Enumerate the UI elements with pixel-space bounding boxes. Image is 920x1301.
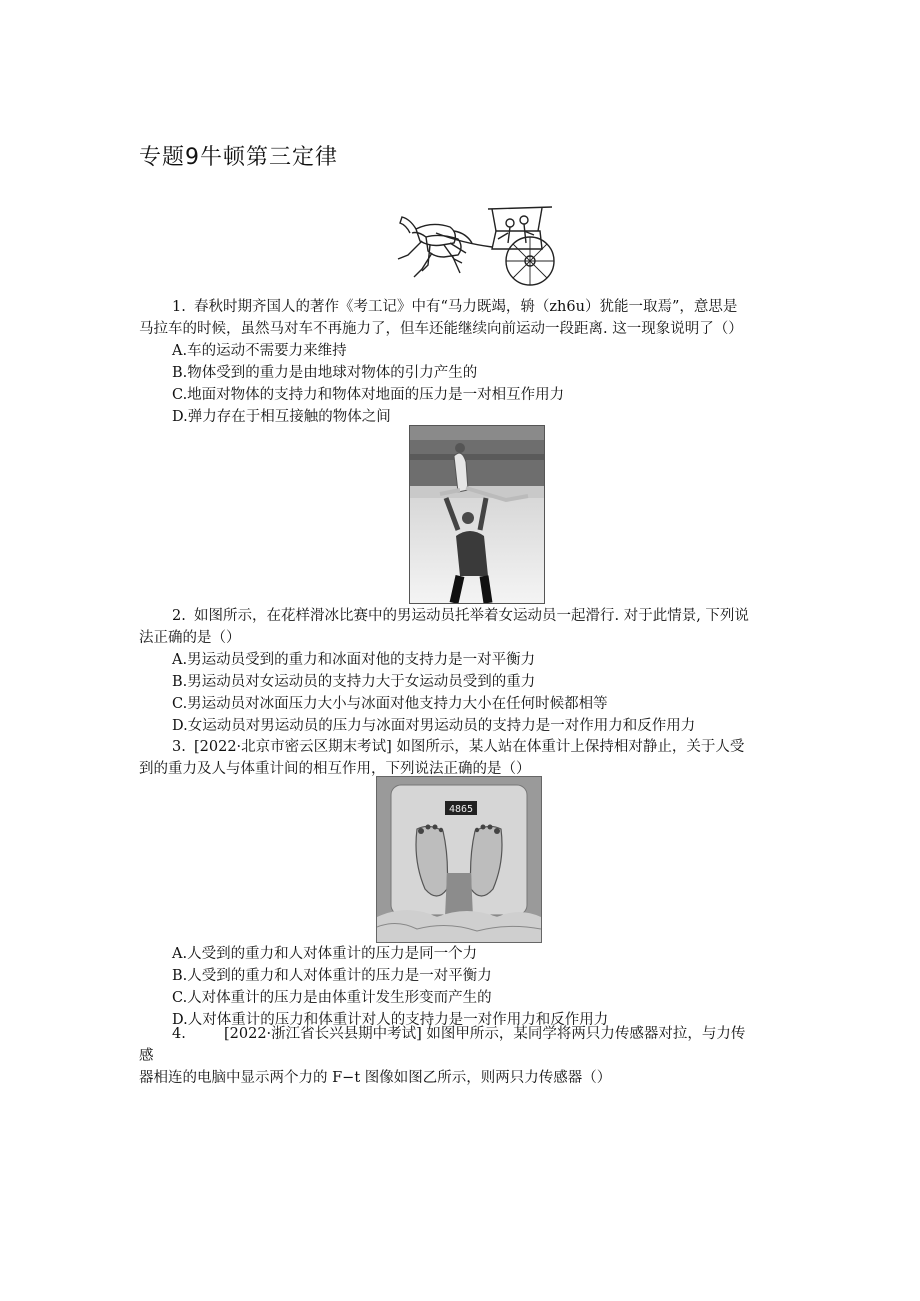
scale-display-reading: 4865 xyxy=(448,804,474,815)
q2-option-c: C.男运动员对冰面压力大小与冰面对他支持力大小在任何时候都相等 xyxy=(172,696,608,712)
weight-scale-photo xyxy=(376,776,542,943)
q3-option-b: B.人受到的重力和人对体重计的压力是一对平衡力 xyxy=(172,968,492,984)
chariot-illustration xyxy=(392,203,558,289)
q1-option-c: C.地面对物体的支持力和物体对地面的压力是一对相互作用力 xyxy=(172,387,565,403)
q2-option-d: D.女运动员对男运动员的压力与冰面对男运动员的支持力是一对作用力和反作用力 xyxy=(172,718,696,734)
q1-stem-line-1: 春秋时期齐国人的著作《考工记》中有“马力既竭，辀（zh6u）犹能一取焉”，意思是 xyxy=(194,299,738,315)
q4-stem-line-2: 感 xyxy=(139,1048,154,1064)
q1-stem-line-2: 马拉车的时候，虽然马对车不再施力了，但车还能继续向前运动一段距离. 这一现象说明了（） xyxy=(139,321,743,337)
q4-number: 4. xyxy=(172,1026,186,1042)
q3-option-d: D.人对体重计的压力和体重计对人的支持力是一对作用力和反作用力 xyxy=(172,1012,609,1028)
q2-stem-line-1: 如图所示，在花样滑冰比赛中的男运动员托举着女运动员一起滑行. 对于此情景, 下列说 xyxy=(194,608,749,624)
q4-stem-line-1: [2022·浙江省长兴县期中考试] 如图甲所示，某同学将两只力传感器对拉，与力传 xyxy=(224,1026,746,1042)
q2-number: 2. xyxy=(172,608,186,624)
q3-option-c: C.人对体重计的压力是由体重计发生形变而产生的 xyxy=(172,990,492,1006)
q1-option-a: A.车的运动不需要力来维持 xyxy=(172,343,347,359)
q3-number: 3. xyxy=(172,739,186,755)
q1-number: 1. xyxy=(172,299,186,315)
q3-option-a: A.人受到的重力和人对体重计的压力是同一个力 xyxy=(172,946,478,962)
page-title: 专题9牛顿第三定律 xyxy=(139,145,338,170)
q2-option-a: A.男运动员受到的重力和冰面对他的支持力是一对平衡力 xyxy=(172,652,536,668)
q2-option-b: B.男运动员对女运动员的支持力大于女运动员受到的重力 xyxy=(172,674,536,690)
q2-stem-line-2: 法正确的是（） xyxy=(139,630,241,646)
figure-skating-photo xyxy=(409,425,545,604)
q4-stem-line-3: 器相连的电脑中显示两个力的 F−t 图像如图乙所示，则两只力传感器（） xyxy=(139,1070,612,1086)
q3-stem-line-1: [2022·北京市密云区期末考试] 如图所示，某人站在体重计上保持相对静止，关于人受 xyxy=(194,739,745,755)
q1-option-d: D.弹力存在于相互接触的物体之间 xyxy=(172,409,391,425)
q1-option-b: B.物体受到的重力是由地球对物体的引力产生的 xyxy=(172,365,478,381)
q3-stem-line-2: 到的重力及人与体重计间的相互作用，下列说法正确的是（） xyxy=(139,761,531,777)
